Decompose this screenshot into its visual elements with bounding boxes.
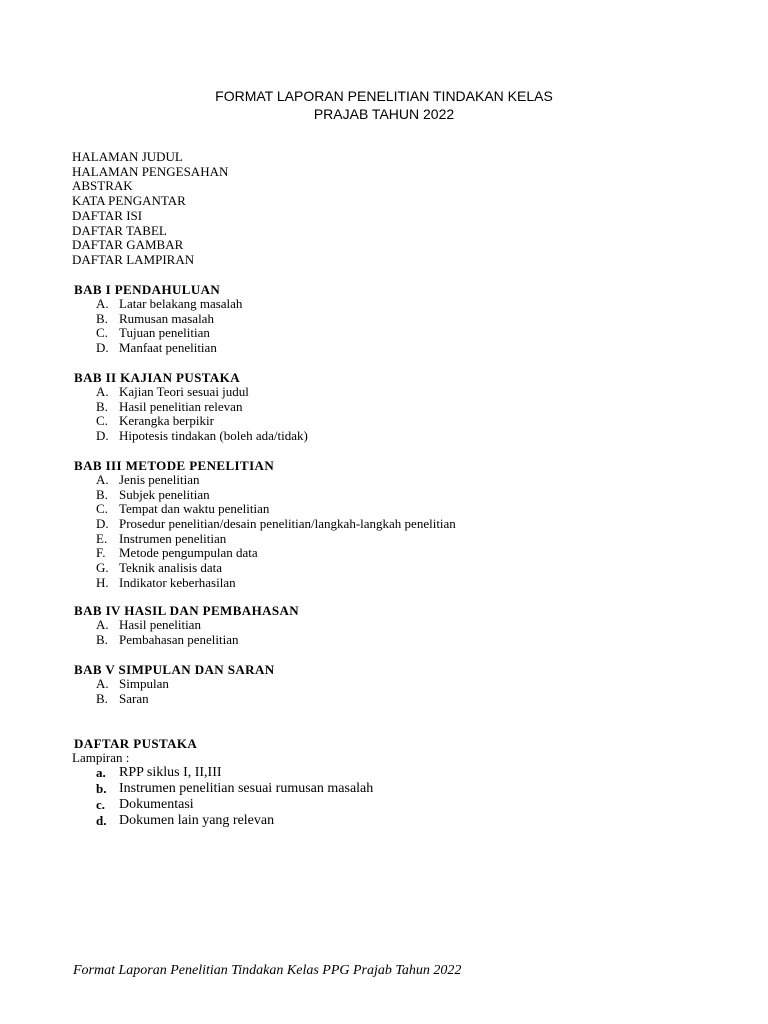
front-matter-item: DAFTAR ISI xyxy=(72,207,143,223)
list-item xyxy=(74,312,220,327)
item-letter: B. xyxy=(96,631,108,647)
item-text: Dokumentasi xyxy=(119,797,194,812)
list-item xyxy=(74,296,243,312)
front-matter-list xyxy=(72,150,228,268)
list-item xyxy=(74,546,274,561)
list-item xyxy=(74,488,274,503)
references-section xyxy=(72,736,374,829)
list-item xyxy=(74,633,299,648)
list-item xyxy=(74,765,222,781)
item-letter: A. xyxy=(96,472,109,487)
list-item xyxy=(74,414,240,429)
front-matter-item: DAFTAR TABEL xyxy=(72,222,167,238)
item-letter: D. xyxy=(96,428,109,444)
item-letter: B. xyxy=(96,310,108,326)
list-item xyxy=(74,781,374,797)
list-item xyxy=(74,502,274,517)
list-item xyxy=(74,473,274,488)
document-title: FORMAT LAPORAN PENELITIAN TINDAKAN KELAS xyxy=(215,88,553,104)
item-text: Saran xyxy=(119,690,149,706)
item-text: Latar belakang masalah xyxy=(119,296,243,311)
item-letter: F. xyxy=(96,545,106,561)
chapter-1-section xyxy=(74,282,243,356)
item-letter: C. xyxy=(96,325,108,341)
item-text: Metode pengumpulan data xyxy=(119,545,258,561)
list-item xyxy=(74,677,275,692)
item-text: Jenis penelitian xyxy=(119,472,200,487)
item-text: Hipotesis tindakan (boleh ada/tidak) xyxy=(119,428,308,444)
item-text: Tujuan penelitian xyxy=(119,325,210,341)
page-footer: Format Laporan Penelitian Tindakan Kelas PPG Prajab Tahun 2022 xyxy=(73,963,462,978)
document-subtitle: PRAJAB TAHUN 2022 xyxy=(313,106,455,122)
item-letter: B. xyxy=(96,486,108,502)
chapter-5-section xyxy=(74,662,275,706)
list-item xyxy=(74,576,274,591)
list-item xyxy=(74,326,220,341)
attachments-label: Lampiran : xyxy=(72,750,130,765)
item-text: Teknik analisis data xyxy=(119,560,223,576)
chapter-item-list xyxy=(74,384,308,444)
front-matter-item: ABSTRAK xyxy=(72,178,133,194)
item-letter: B. xyxy=(96,398,108,414)
chapter-item-list xyxy=(74,618,299,647)
item-letter: C. xyxy=(96,413,108,429)
list-item xyxy=(74,618,299,633)
chapter-heading: BAB III METODE PENELITIAN xyxy=(74,458,275,473)
item-letter: B. xyxy=(96,690,108,706)
item-text: Hasil penelitian xyxy=(119,617,201,632)
item-letter: b. xyxy=(96,781,107,796)
item-text: Kajian Teori sesuai judul xyxy=(119,384,249,399)
list-item xyxy=(74,532,274,547)
item-text: Instrumen penelitian sesuai rumusan masalah xyxy=(119,781,374,796)
item-text: Rumusan masalah xyxy=(119,310,214,326)
chapter-heading: BAB V SIMPULAN DAN SARAN xyxy=(74,662,275,677)
item-text: Manfaat penelitian xyxy=(119,340,217,356)
list-item xyxy=(74,797,197,813)
front-matter-item: DAFTAR LAMPIRAN xyxy=(72,251,195,267)
chapter-heading: BAB I PENDAHULUAN xyxy=(74,282,221,297)
list-item xyxy=(74,341,220,356)
front-matter-item: KATA PENGANTAR xyxy=(72,193,186,209)
item-letter: D. xyxy=(96,516,109,532)
item-letter: A. xyxy=(96,384,109,399)
chapter-2-section xyxy=(74,370,308,444)
chapter-4-section xyxy=(74,603,299,647)
item-text: Pembahasan penelitian xyxy=(119,631,239,647)
chapter-heading: BAB IV HASIL DAN PEMBAHASAN xyxy=(74,603,300,618)
item-letter: A. xyxy=(96,296,109,311)
item-letter: a. xyxy=(96,765,106,780)
item-text: Subjek penelitian xyxy=(119,486,210,502)
item-text: Dokumen lain yang relevan xyxy=(119,813,275,828)
item-letter: A. xyxy=(96,676,109,691)
item-text: Indikator keberhasilan xyxy=(119,574,236,590)
front-matter-item: DAFTAR GAMBAR xyxy=(72,237,184,253)
item-text: Tempat dan waktu penelitian xyxy=(119,501,270,517)
item-letter: A. xyxy=(96,617,109,632)
chapter-item-list xyxy=(74,296,243,356)
front-matter-item: HALAMAN PENGESAHAN xyxy=(72,163,229,179)
item-letter: H. xyxy=(96,574,109,590)
list-item xyxy=(74,384,249,400)
item-letter: c. xyxy=(96,797,106,812)
item-text: Simpulan xyxy=(119,676,169,691)
chapter-heading: BAB II KAJIAN PUSTAKA xyxy=(74,370,240,385)
item-text: Prosedur penelitian/desain penelitian/langkah-langkah penelitian xyxy=(119,516,456,532)
item-letter: E. xyxy=(96,530,108,546)
list-item xyxy=(74,516,456,532)
item-letter: C. xyxy=(96,501,108,517)
attachments-list xyxy=(74,765,374,829)
references-heading: DAFTAR PUSTAKA xyxy=(74,736,198,751)
item-letter: G. xyxy=(96,560,109,576)
item-letter: d. xyxy=(96,813,107,828)
list-item xyxy=(74,692,275,707)
list-item xyxy=(74,428,308,444)
list-item xyxy=(74,813,275,829)
item-text: Kerangka berpikir xyxy=(119,413,214,429)
chapter-item-list xyxy=(74,677,275,706)
item-text: Instrumen penelitian xyxy=(119,530,227,546)
front-matter-item: HALAMAN JUDUL xyxy=(72,149,183,164)
item-letter: D. xyxy=(96,340,109,356)
item-text: RPP siklus I, II,III xyxy=(119,765,222,780)
chapter-item-list xyxy=(74,472,456,591)
list-item xyxy=(74,398,243,415)
list-item xyxy=(74,561,274,576)
item-text: Hasil penelitian relevan xyxy=(119,398,243,414)
chapter-3-section xyxy=(74,458,456,591)
